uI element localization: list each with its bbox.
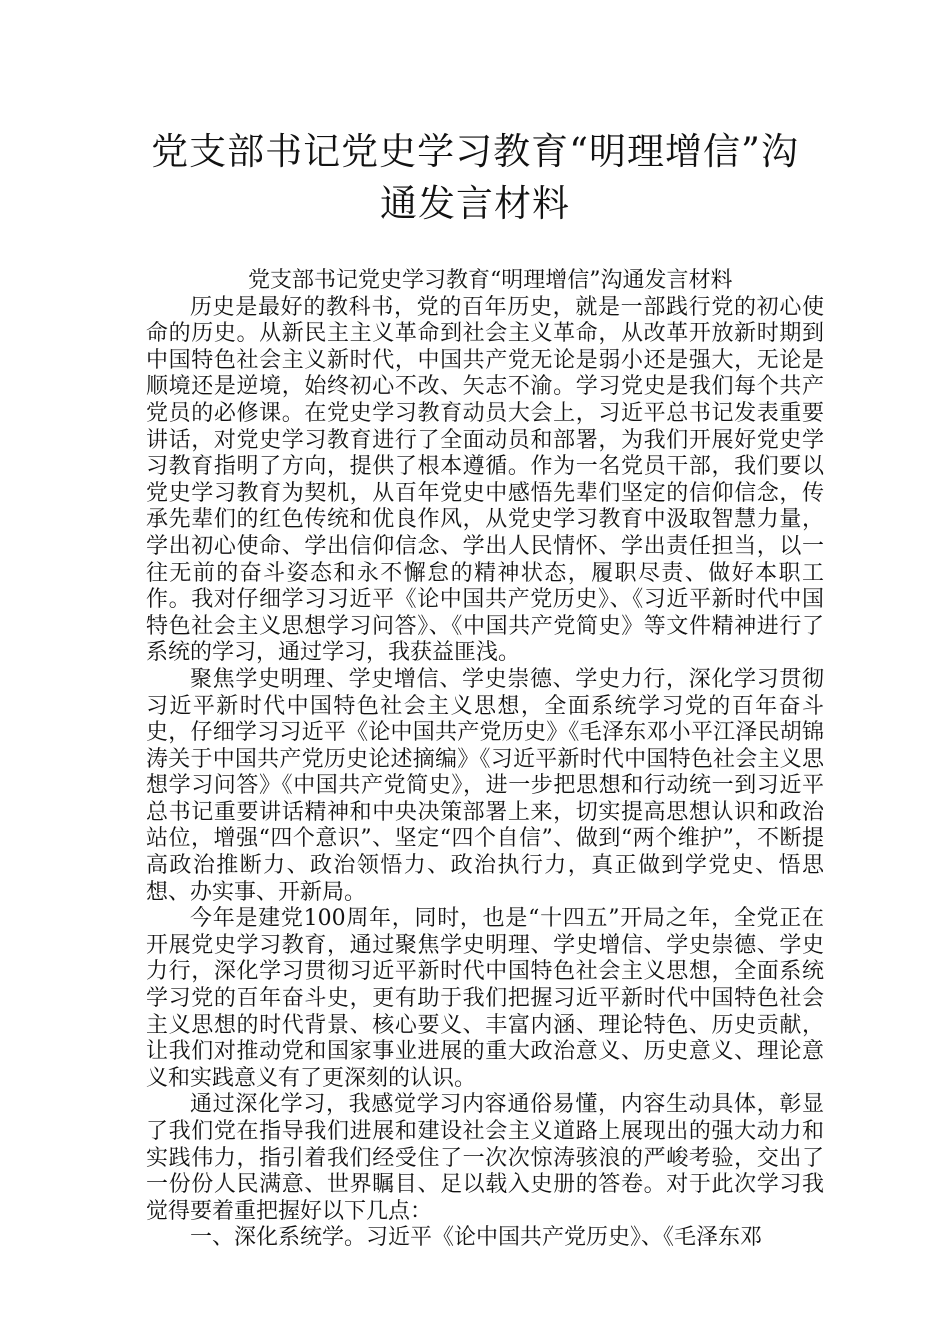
paragraph: 通过深化学习，我感觉学习内容通俗易懂，内容生动具体，彰显了我们党在指导我们进展和建设社会主义道路上展现出的强大动力和实践伟力，指引着我们经受住了一次次惊涛骇浪的严峻考验，交出了一份份人民满意、世界瞩目、足以载入史册的答卷。对于此次学习我觉得要着重把握好以下几点： xyxy=(146,1092,824,1224)
title-line-1: 党支部书记党史学习教育“明理增信”沟 xyxy=(151,130,799,173)
paragraph: 一、深化系统学。习近平《论中国共产党历史》、《毛泽东邓 xyxy=(190,1225,763,1251)
document-subtitle: 党支部书记党史学习教育“明理增信”沟通发言材料 xyxy=(248,268,733,293)
document-title xyxy=(140,126,810,230)
document-body xyxy=(146,268,824,1252)
paragraph: 历史是最好的教科书，党的百年历史，就是一部践行党的初心使命的历史。从新民主主义革命到社会主义革命，从改革开放新时期到中国特色社会主义新时代，中国共产党无论是弱小还是强大，无论是顺境还是逆境，始终初心不改、矢志不渝。学习党史是我们每个共产党员的必修课。在党史学习教育动员大会上，习近平总书记发表重要讲话，对党史学习教育进行了全面动员和部署，为我们开展好党史学习教育指明了方向，提供了根本遵循。作为一名党员干部，我们要以党史学习教育为契机，从百年党史中感悟先辈们坚定的信仰信念，传承先辈们的红色传统和优良作风，从党史学习教育中汲取智慧力量，学出初心使命、学出信仰信念、学出人民情怀、学出责任担当，以一往无前的奋斗姿态和永不懈怠的精神状态，履职尽责、做好本职工作。我对仔细学习习近平《论中国共产党历史》、《习近平新时代中国特色社会主义思想学习问答》、《中国共产党简史》等文件精神进行了系统的学习，通过学习，我获益匪浅。 xyxy=(146,294,824,666)
paragraph: 今年是建党100周年，同时，也是“十四五”开局之年，全党正在开展党史学习教育，通过聚焦学史明理、学史增信、学史崇德、学史力行，深化学习贯彻习近平新时代中国特色社会主义思想，全面系统学习党的百年奋斗史，更有助于我们把握习近平新时代中国特色社会主义思想的时代背景、核心要义、丰富内涵、理论特色、历史贡献，让我们对推动党和国家事业进展的重大政治意义、历史意义、理论意义和实践意义有了更深刻的认识。 xyxy=(146,906,824,1091)
paragraph: 聚焦学史明理、学史增信、学史崇德、学史力行，深化学习贯彻习近平新时代中国特色社会主义思想，全面系统学习党的百年奋斗史，仔细学习习近平《论中国共产党历史》《毛泽东邓小平江泽民胡锦涛关于中国共产党历史论述摘编》《习近平新时代中国特色社会主义思想学习问答》《中国共产党简史》，进一步把思想和行动统一到习近平总书记重要讲话精神和中央决策部署上来，切实提高思想认识和政治站位，增强“四个意识”、坚定“四个自信”、做到“两个维护”，不断提高政治推断力、政治领悟力、政治执行力，真正做到学党史、悟思想、办实事、开新局。 xyxy=(146,666,824,905)
title-line-2: 通发言材料 xyxy=(380,182,570,225)
